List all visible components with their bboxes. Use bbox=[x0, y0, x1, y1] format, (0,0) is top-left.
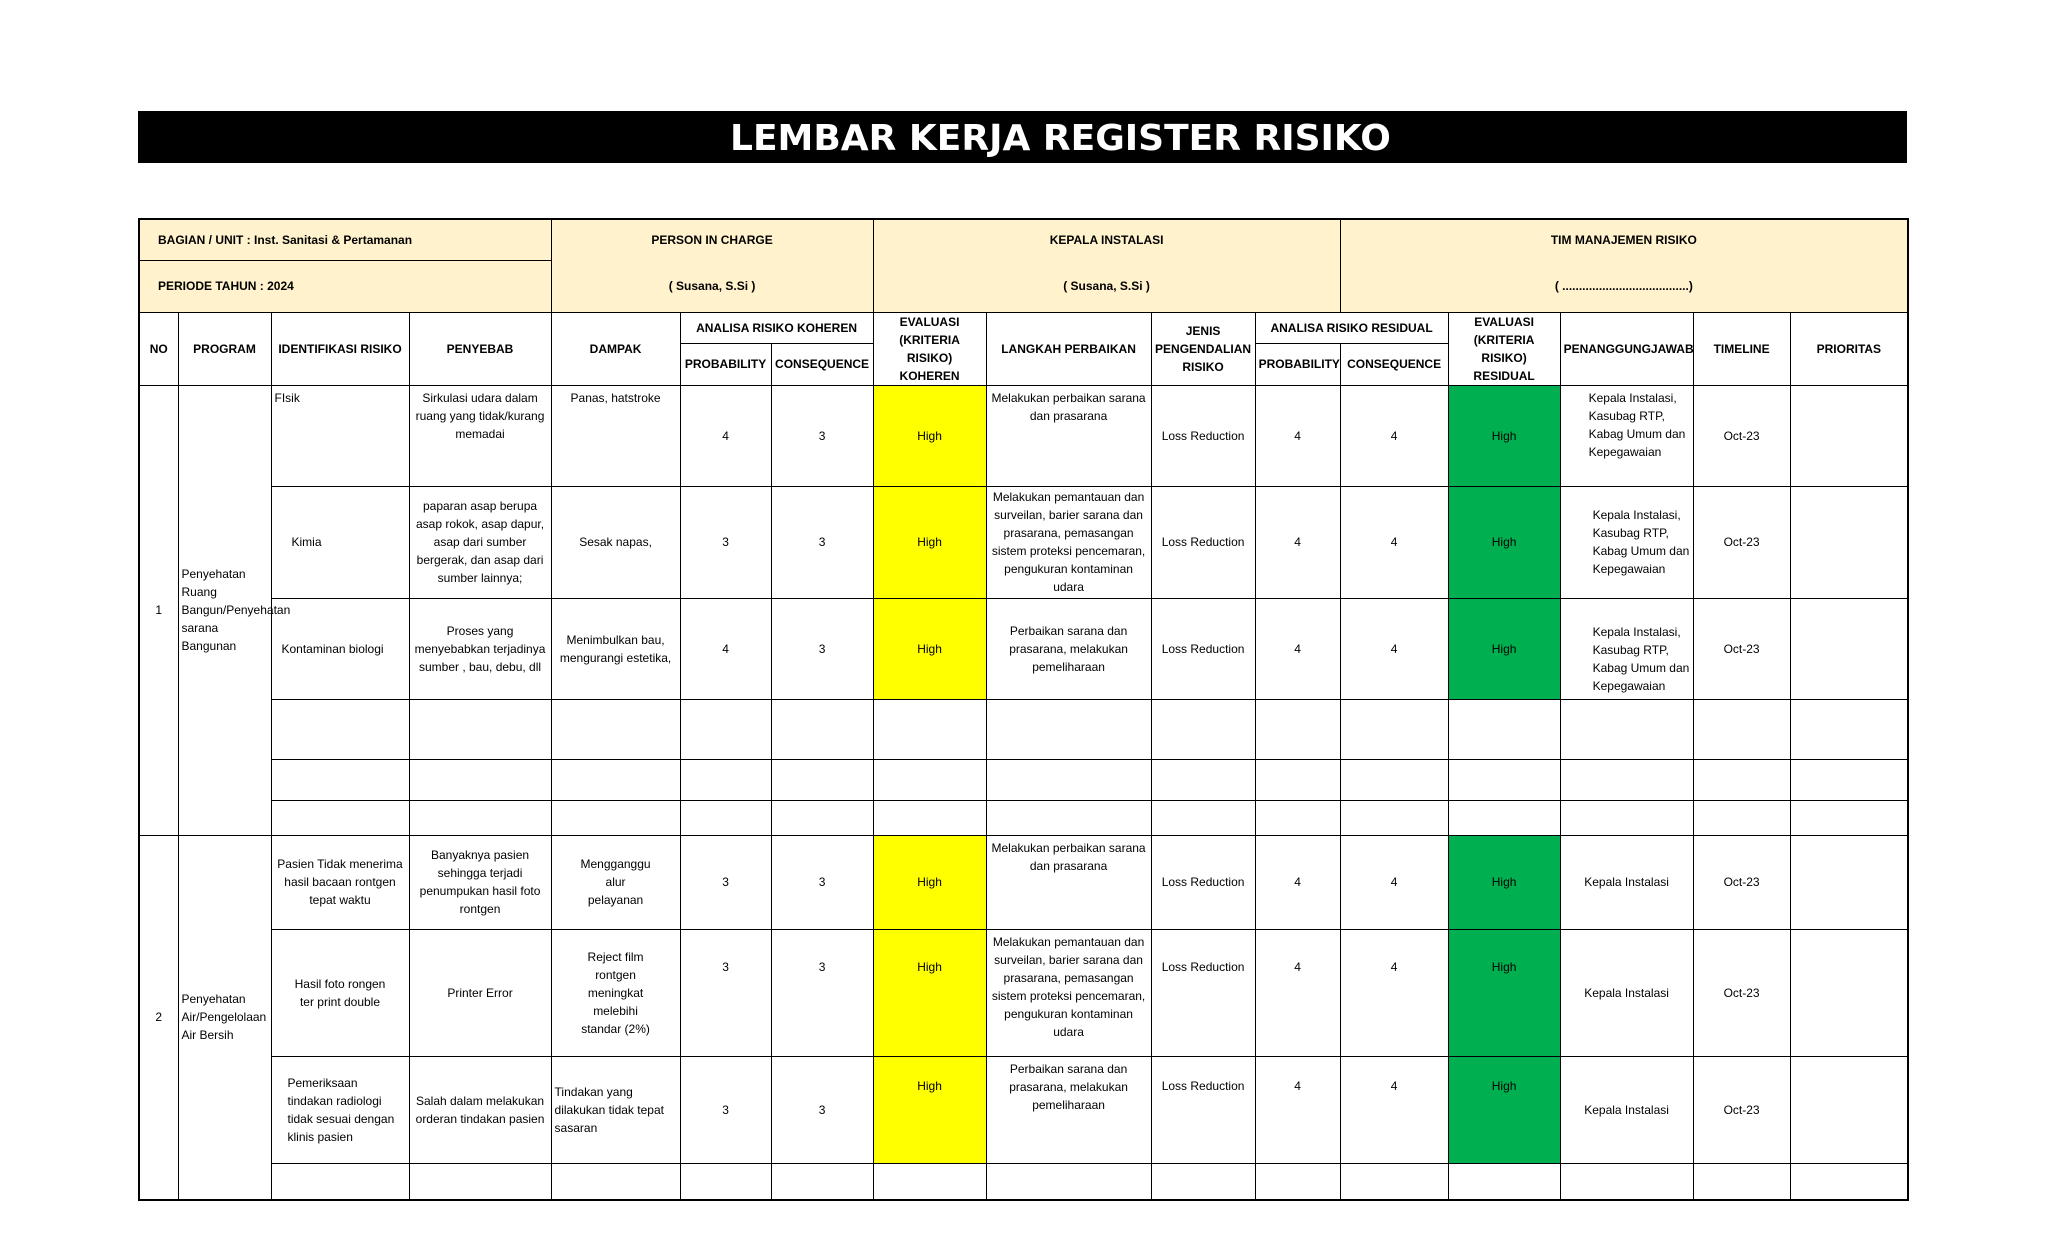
probability-cell: 4 bbox=[680, 385, 771, 486]
jenis-cell: Loss Reduction bbox=[1151, 385, 1255, 486]
consequence-cell: 3 bbox=[771, 835, 873, 929]
dampak-cell: Menimbulkan bau, mengurangi estetika, bbox=[551, 598, 680, 699]
col-analisa-koheren: ANALISA RISIKO KOHEREN bbox=[680, 312, 873, 343]
timeline-cell: Oct-23 bbox=[1693, 929, 1790, 1056]
prioritas-cell bbox=[1790, 486, 1908, 598]
eval-residual-cell: High bbox=[1448, 1056, 1560, 1163]
prioritas-cell bbox=[1790, 929, 1908, 1056]
langkah-cell: Melakukan pemantauan dan surveilan, barier sarana dan prasarana, pemasangan sistem proteksi pencemaran, pengukuran kontaminan udara bbox=[986, 929, 1151, 1056]
identifikasi-cell: Pemeriksaan tindakan radiologi tidak sesuai dengan klinis pasien bbox=[271, 1056, 409, 1163]
penyebab-cell: Printer Error bbox=[409, 929, 551, 1056]
eval-koheren-cell: High bbox=[873, 486, 986, 598]
dampak-cell: Tindakan yang dilakukan tidak tepat sasaran bbox=[551, 1056, 680, 1163]
dampak-cell: Sesak napas, bbox=[551, 486, 680, 598]
col-eval-koheren: EVALUASI (KRITERIA RISIKO) KOHEREN bbox=[873, 312, 986, 385]
probability-residual-cell: 4 bbox=[1255, 486, 1340, 598]
periode-label: PERIODE TAHUN : 2024 bbox=[139, 260, 551, 312]
col-dampak: DAMPAK bbox=[551, 312, 680, 385]
tim-name: ( ......................................) bbox=[1340, 260, 1908, 312]
identifikasi-cell: Kontaminan biologi bbox=[271, 598, 409, 699]
prioritas-cell bbox=[1790, 835, 1908, 929]
consequence-residual-cell: 4 bbox=[1340, 835, 1448, 929]
eval-residual-cell: High bbox=[1448, 598, 1560, 699]
table-row bbox=[139, 835, 1908, 929]
timeline-cell: Oct-23 bbox=[1693, 598, 1790, 699]
probability-cell: 3 bbox=[680, 1056, 771, 1163]
table-row bbox=[139, 1056, 1908, 1163]
dampak-cell: Panas, hatstroke bbox=[551, 385, 680, 486]
table-row bbox=[139, 929, 1908, 1056]
col-prioritas: PRIORITAS bbox=[1790, 312, 1908, 385]
group-program: Penyehatan Air/Pengelolaan Air Bersih bbox=[178, 835, 271, 1200]
consequence-cell: 3 bbox=[771, 598, 873, 699]
penanggung-cell: Kepala Instalasi, Kasubag RTP, Kabag Umum dan Kepegawaian bbox=[1560, 486, 1693, 598]
table-row bbox=[139, 759, 1908, 800]
col-penyebab: PENYEBAB bbox=[409, 312, 551, 385]
col-consequence-residual: CONSEQUENCE bbox=[1340, 343, 1448, 385]
eval-residual-cell: High bbox=[1448, 385, 1560, 486]
consequence-residual-cell: 4 bbox=[1340, 486, 1448, 598]
langkah-cell: Melakukan perbaikan sarana dan prasarana bbox=[986, 385, 1151, 486]
consequence-residual-cell: 4 bbox=[1340, 385, 1448, 486]
col-eval-residual: EVALUASI (KRITERIA RISIKO) RESIDUAL bbox=[1448, 312, 1560, 385]
pic-name: ( Susana, S.Si ) bbox=[551, 260, 873, 312]
timeline-cell: Oct-23 bbox=[1693, 486, 1790, 598]
identifikasi-cell: Hasil foto rongen ter print double bbox=[271, 929, 409, 1056]
col-consequence: CONSEQUENCE bbox=[771, 343, 873, 385]
dampak-cell: Mengganggu alur pelayanan bbox=[551, 835, 680, 929]
eval-residual-cell: High bbox=[1448, 929, 1560, 1056]
table-row bbox=[139, 800, 1908, 835]
langkah-cell: Melakukan pemantauan dan surveilan, barier sarana dan prasarana, pemasangan sistem proteksi pencemaran, pengukuran kontaminan udara bbox=[986, 486, 1151, 598]
penanggung-cell: Kepala Instalasi bbox=[1560, 835, 1693, 929]
identifikasi-cell: FIsik bbox=[271, 385, 409, 486]
langkah-cell: Perbaikan sarana dan prasarana, melakukan pemeliharaan bbox=[986, 1056, 1151, 1163]
langkah-cell: Melakukan perbaikan sarana dan prasarana bbox=[986, 835, 1151, 929]
risk-register-table bbox=[138, 218, 1909, 1201]
group-no: 2 bbox=[139, 835, 178, 1200]
group-no: 1 bbox=[139, 385, 178, 835]
jenis-cell: Loss Reduction bbox=[1151, 1056, 1255, 1163]
penanggung-cell: Kepala Instalasi, Kasubag RTP, Kabag Umum dan Kepegawaian bbox=[1560, 598, 1693, 699]
consequence-cell: 3 bbox=[771, 385, 873, 486]
col-program: PROGRAM bbox=[178, 312, 271, 385]
probability-cell: 4 bbox=[680, 598, 771, 699]
table-row bbox=[139, 699, 1908, 759]
probability-cell: 3 bbox=[680, 835, 771, 929]
kepala-label: KEPALA INSTALASI bbox=[873, 219, 1340, 260]
penyebab-cell: Salah dalam melakukan orderan tindakan pasien bbox=[409, 1056, 551, 1163]
col-langkah: LANGKAH PERBAIKAN bbox=[986, 312, 1151, 385]
unit-label: BAGIAN / UNIT : Inst. Sanitasi & Pertamanan bbox=[139, 219, 551, 260]
consequence-cell: 3 bbox=[771, 1056, 873, 1163]
penyebab-cell: Banyaknya pasien sehingga terjadi penumpukan hasil foto rontgen bbox=[409, 835, 551, 929]
col-no: NO bbox=[139, 312, 178, 385]
consequence-cell: 3 bbox=[771, 486, 873, 598]
eval-koheren-cell: High bbox=[873, 835, 986, 929]
table-row bbox=[139, 1163, 1908, 1200]
group-program: Penyehatan Ruang Bangun/Penyehatan sarana Bangunan bbox=[178, 385, 271, 835]
col-penanggung: PENANGGUNGJAWAB bbox=[1560, 312, 1693, 385]
jenis-cell: Loss Reduction bbox=[1151, 486, 1255, 598]
eval-koheren-cell: High bbox=[873, 598, 986, 699]
page-title: LEMBAR KERJA REGISTER RISIKO bbox=[730, 118, 1391, 159]
col-identifikasi: IDENTIFIKASI RISIKO bbox=[271, 312, 409, 385]
prioritas-cell bbox=[1790, 385, 1908, 486]
consequence-cell: 3 bbox=[771, 929, 873, 1056]
eval-koheren-cell: High bbox=[873, 385, 986, 486]
probability-cell: 3 bbox=[680, 486, 771, 598]
jenis-cell: Loss Reduction bbox=[1151, 835, 1255, 929]
penanggung-cell: Kepala Instalasi bbox=[1560, 929, 1693, 1056]
penanggung-cell: Kepala Instalasi bbox=[1560, 1056, 1693, 1163]
col-probability-residual: PROBABILITY bbox=[1255, 343, 1340, 385]
identifikasi-cell: Pasien Tidak menerima hasil bacaan rontgen tepat waktu bbox=[271, 835, 409, 929]
consequence-residual-cell: 4 bbox=[1340, 929, 1448, 1056]
langkah-cell: Perbaikan sarana dan prasarana, melakukan pemeliharaan bbox=[986, 598, 1151, 699]
col-probability: PROBABILITY bbox=[680, 343, 771, 385]
eval-residual-cell: High bbox=[1448, 486, 1560, 598]
consequence-residual-cell: 4 bbox=[1340, 598, 1448, 699]
table-row bbox=[139, 486, 1908, 598]
probability-residual-cell: 4 bbox=[1255, 835, 1340, 929]
penyebab-cell: Sirkulasi udara dalam ruang yang tidak/kurang memadai bbox=[409, 385, 551, 486]
eval-residual-cell: High bbox=[1448, 835, 1560, 929]
probability-cell: 3 bbox=[680, 929, 771, 1056]
identifikasi-cell: Kimia bbox=[271, 486, 409, 598]
penanggung-cell: Kepala Instalasi, Kasubag RTP, Kabag Umum dan Kepegawaian bbox=[1560, 385, 1693, 486]
penyebab-cell: Proses yang menyebabkan terjadinya sumber , bau, debu, dll bbox=[409, 598, 551, 699]
probability-residual-cell: 4 bbox=[1255, 929, 1340, 1056]
jenis-cell: Loss Reduction bbox=[1151, 929, 1255, 1056]
jenis-cell: Loss Reduction bbox=[1151, 598, 1255, 699]
prioritas-cell bbox=[1790, 598, 1908, 699]
probability-residual-cell: 4 bbox=[1255, 1056, 1340, 1163]
timeline-cell: Oct-23 bbox=[1693, 835, 1790, 929]
col-timeline: TIMELINE bbox=[1693, 312, 1790, 385]
pic-label: PERSON IN CHARGE bbox=[551, 219, 873, 260]
timeline-cell: Oct-23 bbox=[1693, 385, 1790, 486]
col-jenis: JENIS PENGENDALIAN RISIKO bbox=[1151, 312, 1255, 385]
penyebab-cell: paparan asap berupa asap rokok, asap dapur, asap dari sumber bergerak, dan asap dari sumber lainnya; bbox=[409, 486, 551, 598]
kepala-name: ( Susana, S.Si ) bbox=[873, 260, 1340, 312]
probability-residual-cell: 4 bbox=[1255, 598, 1340, 699]
prioritas-cell bbox=[1790, 1056, 1908, 1163]
table-row bbox=[139, 385, 1908, 486]
dampak-cell: Reject film rontgen meningkat melebihi standar (2%) bbox=[551, 929, 680, 1056]
probability-residual-cell: 4 bbox=[1255, 385, 1340, 486]
tim-label: TIM MANAJEMEN RISIKO bbox=[1340, 219, 1908, 260]
consequence-residual-cell: 4 bbox=[1340, 1056, 1448, 1163]
eval-koheren-cell: High bbox=[873, 1056, 986, 1163]
table-row bbox=[139, 598, 1908, 699]
timeline-cell: Oct-23 bbox=[1693, 1056, 1790, 1163]
col-analisa-residual: ANALISA RISIKO RESIDUAL bbox=[1255, 312, 1448, 343]
eval-koheren-cell: High bbox=[873, 929, 986, 1056]
